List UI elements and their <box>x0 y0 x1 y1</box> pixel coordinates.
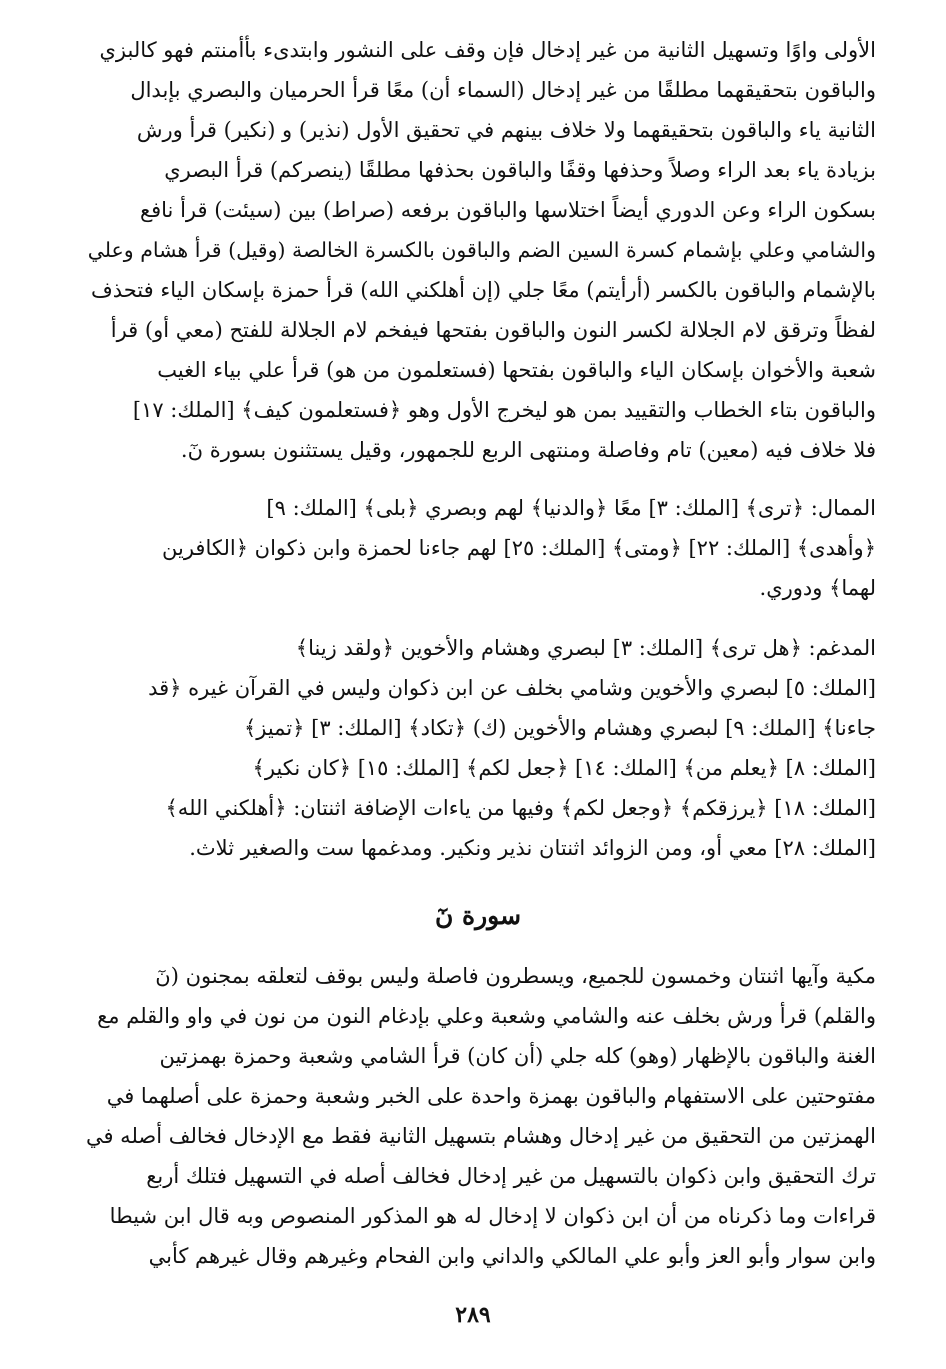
text-line: [الملك: ٨] ﴿يعلم من﴾ [الملك: ١٤] ﴿جعل لكم﴾ [الملك: ١٥] ﴿كان نكير﴾ <box>252 756 876 780</box>
paragraph-mudgham <box>80 628 876 868</box>
paragraph-mumal <box>80 488 876 608</box>
text-line: بزيادة ياء بعد الراء وصلاً وحذفها وقفًا والباقون بحذفها مطلقًا (ينصركم) قرأ البصري <box>164 158 876 182</box>
paragraph-surah-nun <box>80 956 876 1276</box>
text-line: [الملك: ٥] لبصري والأخوين وشامي بخلف عن ابن ذكوان وليس في القرآن غيره ﴿قد <box>148 676 876 700</box>
text-line: فلا خلاف فيه (معين) تام وفاصلة ومنتهى الربع للجمهور، وقيل يستثنون بسورة نٓ. <box>180 438 876 462</box>
text-line: ﴿وأهدى﴾ [الملك: ٢٢] ﴿ومتى﴾ [الملك: ٢٥] لهم جاءنا لحمزة وابن ذكوان ﴿الكافرين <box>162 536 876 560</box>
text-line: [الملك: ١٨] ﴿يرزقكم﴾ ﴿وجعل لكم﴾ وفيها من ياءات الإضافة اثنتان: ﴿أهلكني الله﴾ <box>165 796 876 820</box>
spacer <box>80 470 876 488</box>
text-line: الهمزتين من التحقيق من غير إدخال وهشام بتسهيل الثانية فقط مع الإدخال فخالف أصله في <box>85 1124 876 1148</box>
page-number: ٢٨٩ <box>455 1302 491 1328</box>
text-line: الثانية ياء والباقون بتحقيقهما ولا خلاف بينهم في تحقيق الأول (نذير) و (نكير) قرأ ورش <box>136 118 876 142</box>
section-title: سورة نٓ <box>434 901 522 930</box>
text-line: والباقون بتحقيقهما مطلقًا من غير إدخال (السماء أن) معًا قرأ الحرميان والبصري بإبدال <box>130 78 876 102</box>
text-line: لفظاً وترقق لام الجلالة لكسر النون والباقون بفتحها فيفخم لام الجلالة للفتح (معي أو) قرأ <box>110 318 876 342</box>
text-line: بالإشمام والباقون بالكسر (أرأيتم) معًا جلي (إن أهلكني الله) قرأ حمزة بإسكان الياء فتحذف <box>90 278 876 302</box>
text-line: قراءات وما ذكرناه من أن ابن ذكوان لا إدخال له هو المذكور المنصوص وبه قال ابن شيطا <box>109 1204 876 1228</box>
text-line: شعبة والأخوان بإسكان الياء والباقون بفتحها (فستعلمون من هو) قرأ علي بياء الغيب <box>157 358 876 382</box>
text-line: بسكون الراء وعن الدوري أيضاً اختلاسها والباقون برفعه (صراط) بين (سيئت) قرأ نافع <box>139 198 876 222</box>
page-body <box>80 30 876 1276</box>
paragraph-variants <box>80 30 876 470</box>
text-line: [الملك: ٢٨] معي أو، ومن الزوائد اثنتان نذير ونكير. ومدغمها ست والصغير ثلاث. <box>189 836 876 860</box>
text-line: وابن سوار وأبو العز وأبو علي المالكي والداني وابن الفحام وغيرهم وقال غيرهم كأبي <box>148 1244 876 1268</box>
text-line: لهما﴾ ودوري. <box>759 576 876 600</box>
text-line: والشامي وعلي بإشمام كسرة السين الضم والباقون بالكسرة الخالصة (وقيل) قرأ هشام وعلي <box>87 238 876 262</box>
text-line: مكية وآيها اثنتان وخمسون للجميع، ويسطرون فاصلة وليس بوقف لتعلقه بمجنون (نٓ <box>155 964 876 988</box>
spacer <box>80 608 876 628</box>
text-line: الأولى واوًا وتسهيل الثانية من غير إدخال فإن وقف على النشور وابتدىء بأأمنتم فهو كالبزي <box>99 38 876 62</box>
text-line: مفتوحتين على الاستفهام والباقون بهمزة واحدة على الخبر وشعبة وحمزة على أصلهما في <box>106 1084 876 1108</box>
text-line: ترك التحقيق وابن ذكوان بالتسهيل من غير إدخال فخالف أصله في التسهيل فتلك أربع <box>146 1164 876 1188</box>
text-line: الممال: ﴿ترى﴾ [الملك: ٣] معًا ﴿والدنيا﴾ لهم وبصري ﴿بلى﴾ [الملك: ٩] <box>266 496 876 520</box>
text-line: والقلم) قرأ ورش بخلف عنه والشامي وشعبة وعلي بإدغام النون من نون في واو والقلم مع <box>97 1004 876 1028</box>
text-line: المدغم: ﴿هل ترى﴾ [الملك: ٣] لبصري وهشام والأخوين ﴿ولقد زينا﴾ <box>295 636 876 660</box>
text-line: والباقون بتاء الخطاب والتقييد بمن هو ليخرج الأول وهو ﴿فستعلمون كيف﴾ [الملك: ١٧] <box>132 398 876 422</box>
text-line: الغنة والباقون بالإظهار (وهو) كله جلي (أن كان) قرأ الشامي وشعبة وحمزة بهمزتين <box>159 1044 876 1068</box>
text-line: جاءنا﴾ [الملك: ٩] لبصري وهشام والأخوين (ك) ﴿تكاد﴾ [الملك: ٣] ﴿تميز﴾ <box>243 716 876 740</box>
